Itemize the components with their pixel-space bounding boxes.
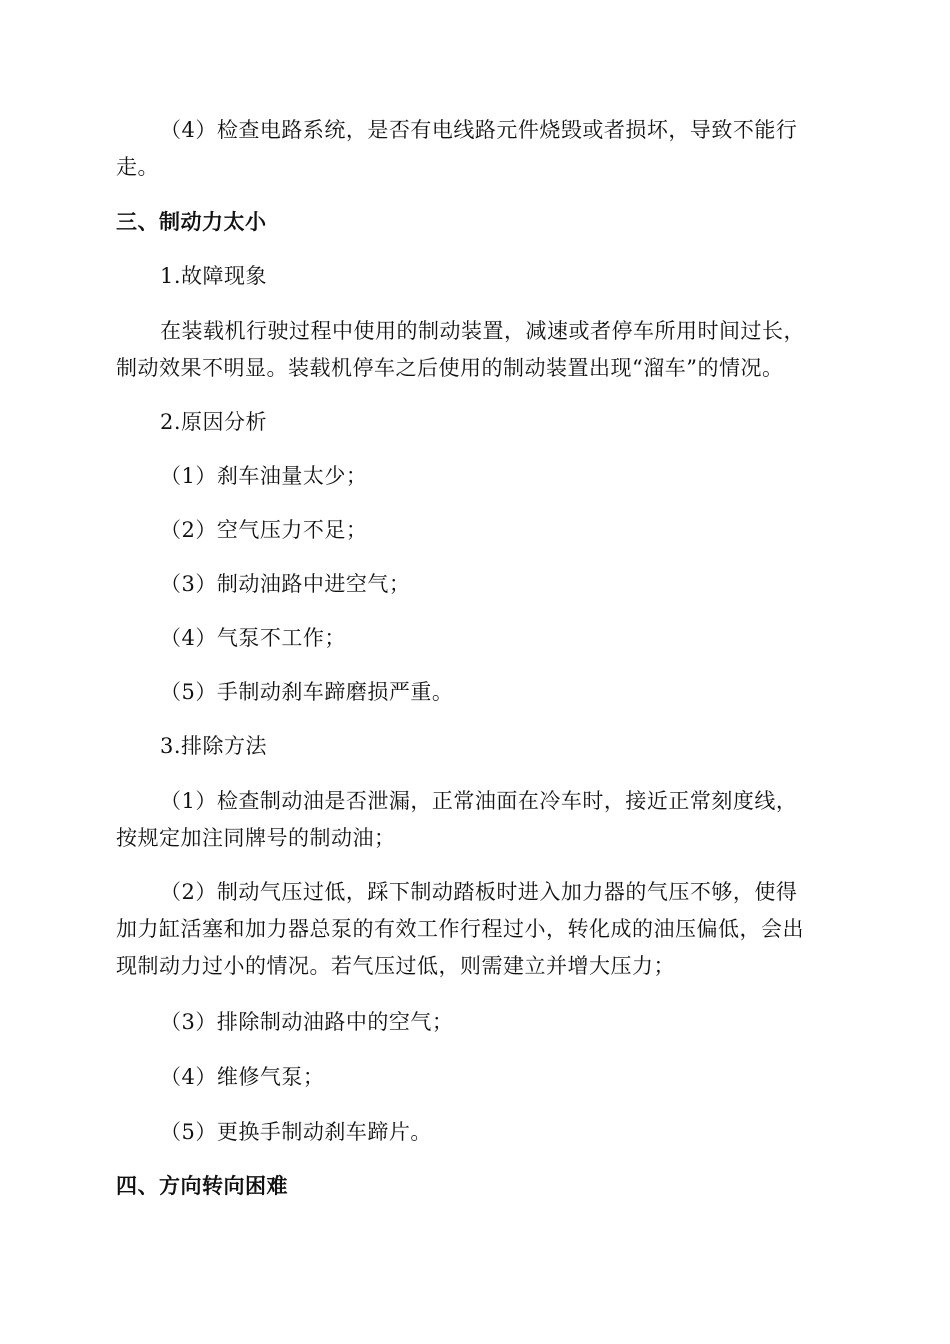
list-item: （1）检查制动油是否泄漏，正常油面在冷车时，接近正常刻度线， [160, 789, 798, 813]
list-item: （1）刹车油量太少； [160, 464, 368, 488]
list-item: （2）制动气压过低，踩下制动踏板时进入加力器的气压不够，使得 [160, 880, 798, 904]
list-item-continuation: 按规定加注同牌号的制动油； [116, 826, 396, 850]
section-heading: 三、制动力太小 [116, 210, 267, 234]
list-item: （4）维修气泵； [160, 1065, 325, 1089]
list-item: （5）手制动刹车蹄磨损严重。 [160, 680, 454, 704]
list-item: （5）更换手制动刹车蹄片。 [160, 1120, 432, 1144]
list-item: （4）气泵不工作； [160, 626, 346, 650]
subsection-title: 2.原因分析 [160, 410, 268, 434]
paragraph-line: 走。 [116, 155, 159, 179]
subsection-title: 3.排除方法 [160, 734, 268, 758]
list-item-continuation: 加力缸活塞和加力器总泵的有效工作行程过小，转化成的油压偏低，会出 [116, 917, 804, 941]
paragraph-line: 在装载机行驶过程中使用的制动装置，减速或者停车所用时间过长， [160, 319, 805, 343]
list-item: （3）制动油路中进空气； [160, 572, 411, 596]
list-item: （2）空气压力不足； [160, 518, 368, 542]
subsection-title: 1.故障现象 [160, 264, 268, 288]
list-item: （3）排除制动油路中的空气； [160, 1010, 454, 1034]
list-item-continuation: 现制动力过小的情况。若气压过低，则需建立并增大压力； [116, 954, 675, 978]
section-heading: 四、方向转向困难 [116, 1174, 288, 1198]
paragraph-line: （4）检查电路系统，是否有电线路元件烧毁或者损坏，导致不能行 [160, 118, 798, 142]
paragraph-line: 制动效果不明显。装载机停车之后使用的制动装置出现“溜车”的情况。 [116, 356, 784, 380]
